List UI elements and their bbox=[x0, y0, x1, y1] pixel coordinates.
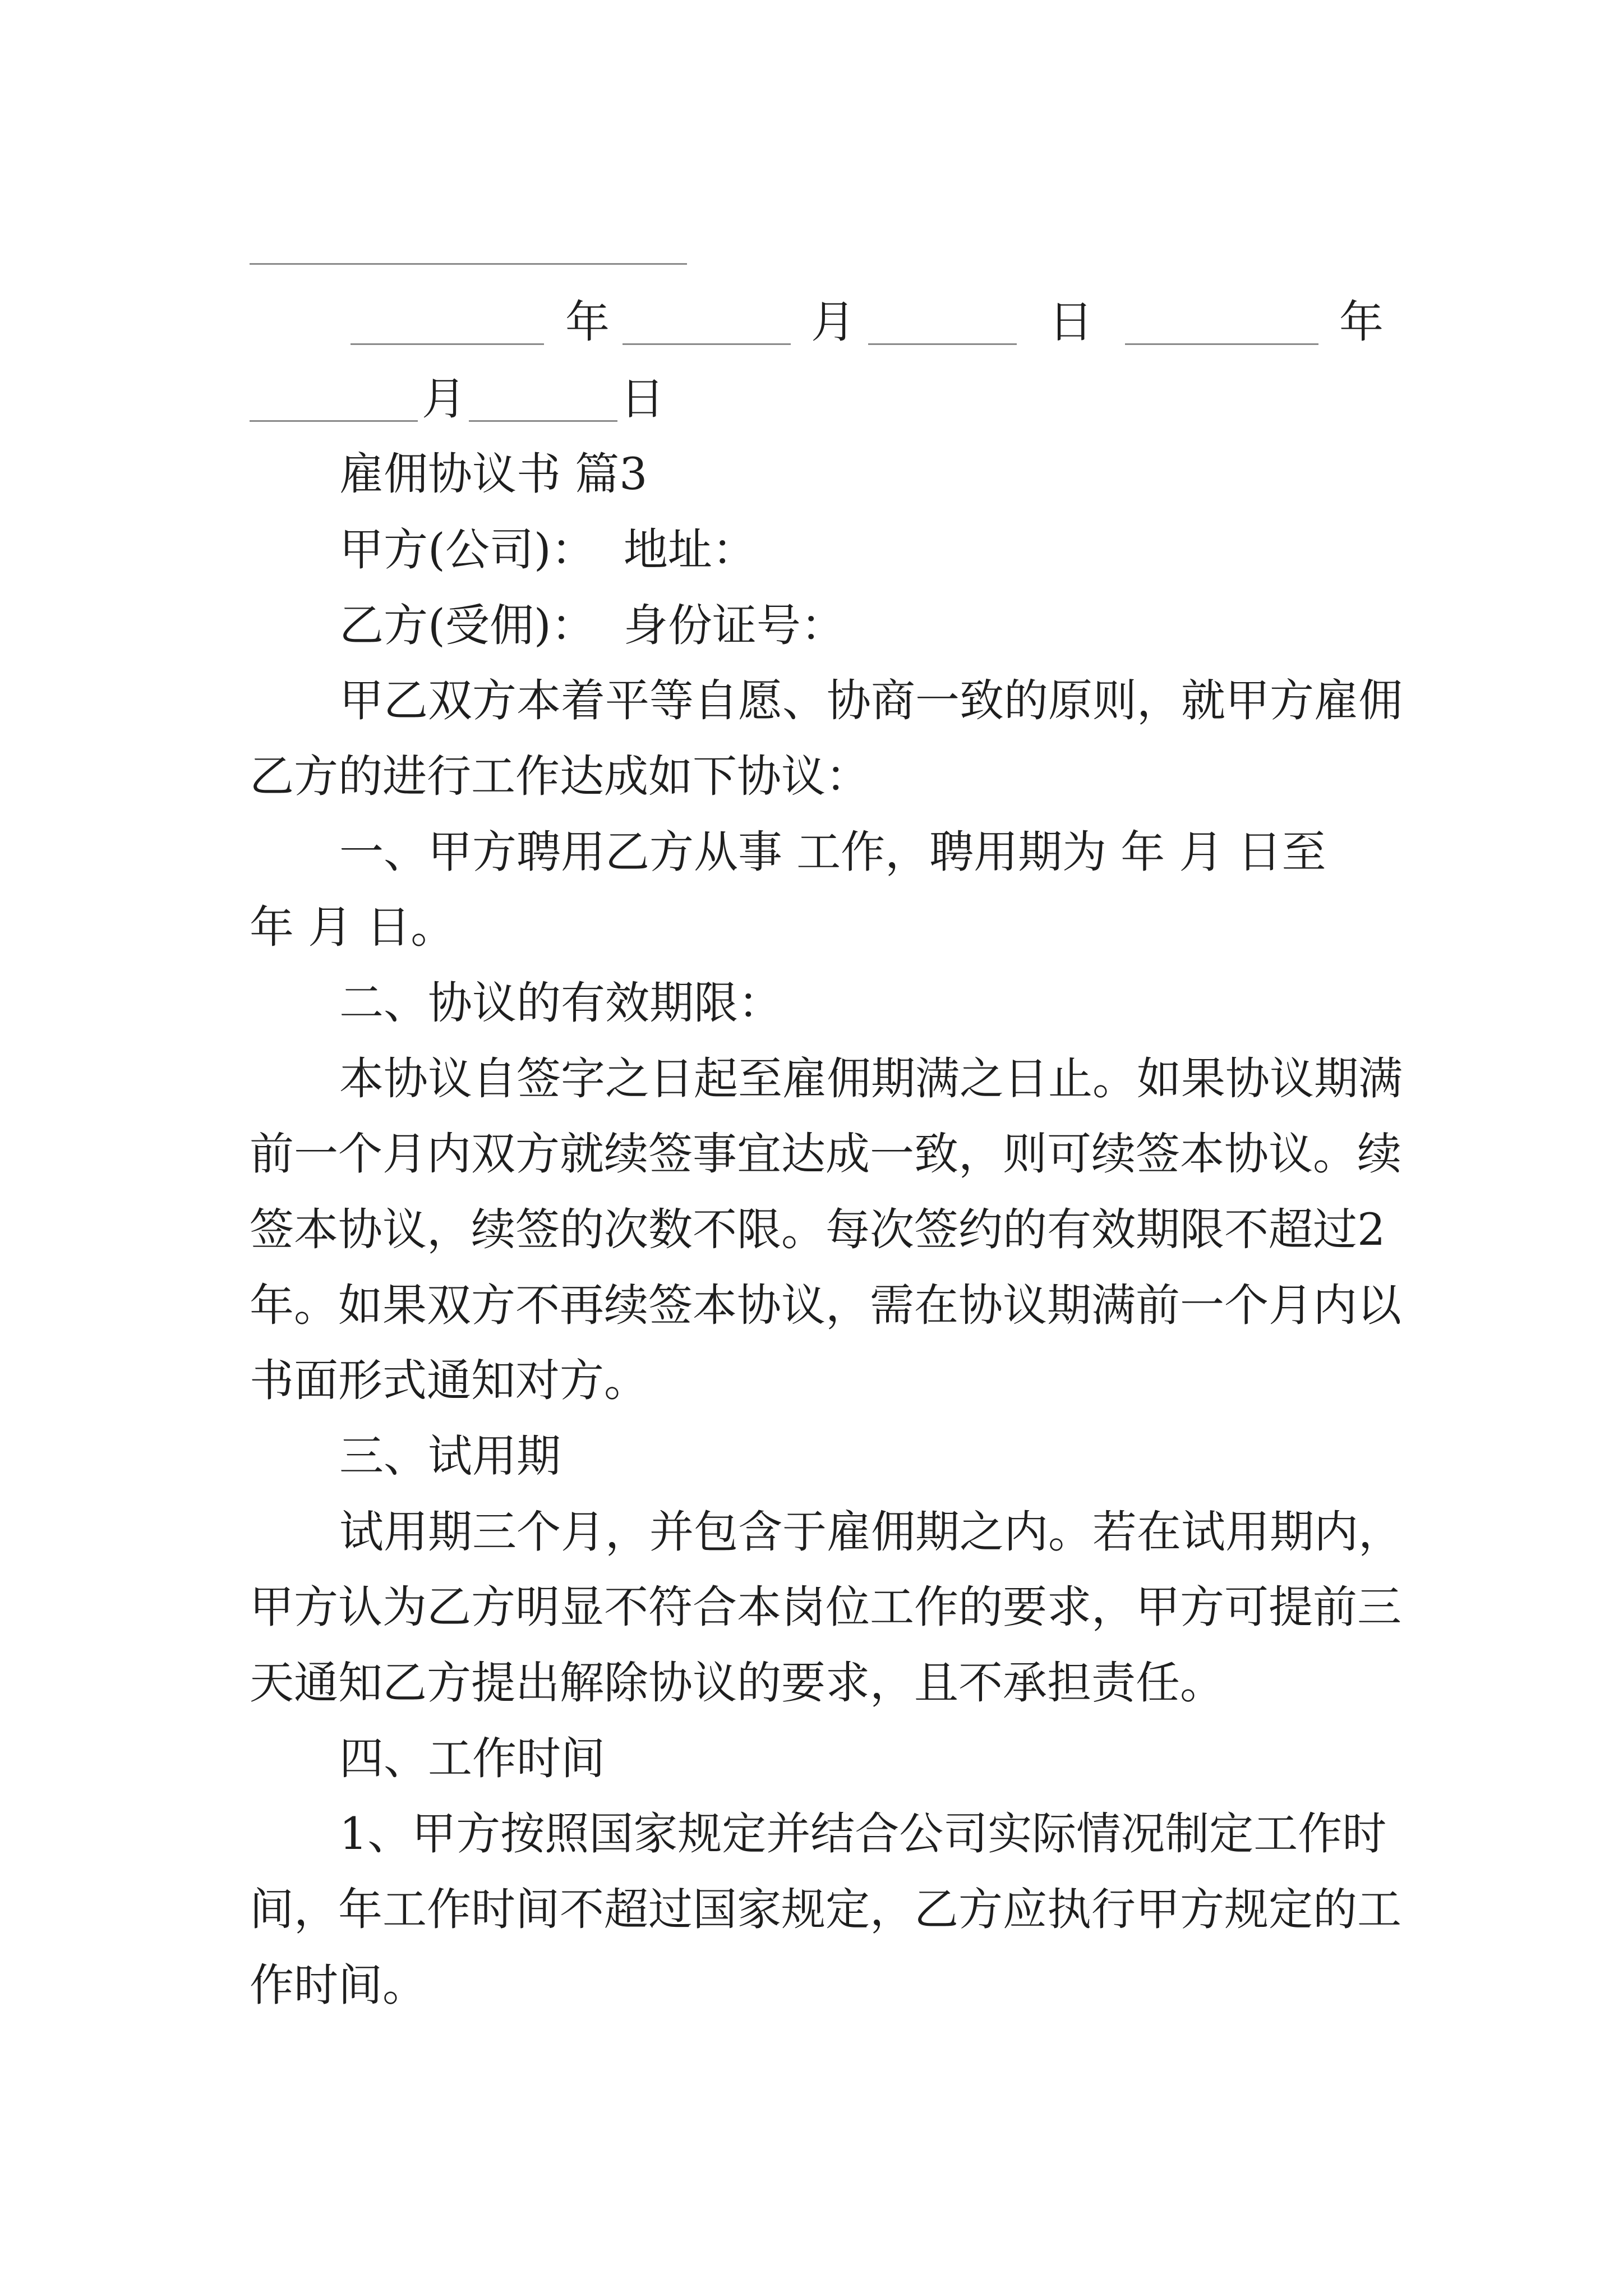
blank-month-1 bbox=[623, 343, 791, 345]
top-rule bbox=[250, 263, 687, 265]
blank-year-1 bbox=[351, 343, 544, 345]
clause4-line-2: 间，年工作时间不超过国家规定，乙方应执行甲方规定的工 bbox=[250, 1884, 1401, 1935]
intro-line-1: 甲乙双方本着平等自愿、协商一致的原则，就甲方雇佣 bbox=[339, 675, 1403, 726]
blank-day-2 bbox=[469, 420, 617, 422]
clause2-line-5: 书面形式通知对方。 bbox=[250, 1355, 648, 1406]
clause2-line-4: 年。如果双方不再续签本协议，需在协议期满前一个月内以 bbox=[250, 1280, 1401, 1331]
label-ri-1: 日 bbox=[1049, 296, 1093, 348]
clause2-line-1: 本协议自签字之日起至雇佣期满之日止。如果协议期满 bbox=[339, 1053, 1403, 1105]
blank-day-1 bbox=[868, 343, 1017, 345]
label-ri-2: 日 bbox=[620, 373, 665, 425]
clause3-line-2: 甲方认为乙方明显不符合本岗位工作的要求，甲方可提前三 bbox=[250, 1581, 1401, 1633]
party-b-line: 乙方(受佣)： 身份证号： bbox=[339, 600, 845, 651]
clause4-line-1: 1、甲方按照国家规定并结合公司实际情况制定工作时 bbox=[339, 1808, 1387, 1860]
clause4-line-3: 作时间。 bbox=[250, 1959, 427, 2011]
clause2-heading: 二、协议的有效期限： bbox=[339, 977, 782, 1029]
clause3-line-1: 试用期三个月，并包含于雇佣期之内。若在试用期内， bbox=[339, 1506, 1403, 1558]
clause4-heading: 四、工作时间 bbox=[339, 1733, 605, 1784]
clause2-line-2: 前一个月内双方就续签事宜达成一致，则可续签本协议。续 bbox=[250, 1128, 1401, 1180]
clause3-line-3: 天通知乙方提出解除协议的要求，且不承担责任。 bbox=[250, 1657, 1224, 1709]
intro-line-2: 乙方的进行工作达成如下协议： bbox=[250, 751, 870, 802]
clause3-heading: 三、试用期 bbox=[339, 1430, 561, 1482]
party-a-line: 甲方(公司)： 地址： bbox=[339, 524, 757, 576]
label-yue-1: 月 bbox=[811, 296, 855, 348]
doc-title: 雇佣协议书 篇3 bbox=[339, 448, 648, 500]
label-yue-2: 月 bbox=[422, 373, 466, 425]
clause1-line-2: 年 月 日。 bbox=[250, 901, 455, 953]
blank-year-2 bbox=[1125, 343, 1318, 345]
clause2-line-3: 签本协议，续签的次数不限。每次签约的有效期限不超过2 bbox=[250, 1204, 1386, 1255]
clause1-line-1: 一、甲方聘用乙方从事 工作，聘用期为 年 月 日至 bbox=[339, 826, 1326, 878]
blank-month-2 bbox=[250, 420, 418, 422]
label-nian-1: 年 bbox=[565, 296, 610, 348]
label-nian-2: 年 bbox=[1339, 296, 1384, 348]
